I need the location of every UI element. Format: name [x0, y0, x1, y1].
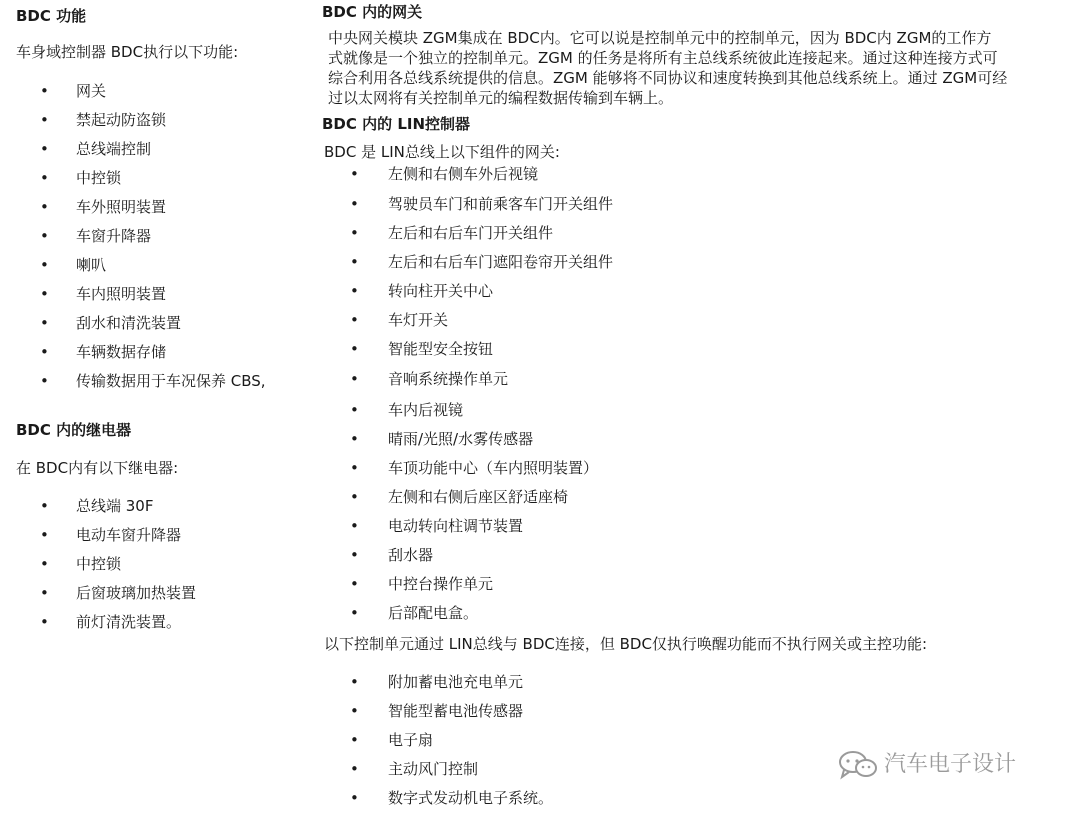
bullet-icon: •	[40, 227, 49, 245]
list-item	[326, 281, 1026, 301]
bullet-icon: •	[40, 584, 49, 602]
section-title-bdc-functions: BDC 功能	[16, 7, 87, 25]
list-item	[326, 252, 1026, 272]
bullet-icon: •	[350, 195, 359, 213]
bullet-icon: •	[350, 282, 359, 300]
bdc-functions-intro: 车身域控制器 BDC执行以下功能:	[16, 43, 239, 61]
list-item-label: 前灯清洗装置。	[76, 613, 182, 631]
list-item-label: 电子扇	[388, 731, 434, 749]
list-item-label: 电动车窗升降器	[76, 526, 182, 544]
list-item	[326, 339, 1026, 359]
list-item-label: 车顶功能中心（车内照明装置）	[388, 459, 599, 477]
list-item	[326, 164, 1026, 184]
list-item-label: 喇叭	[76, 256, 107, 274]
bullet-icon: •	[40, 111, 49, 129]
bullet-icon: •	[350, 702, 359, 720]
bullet-icon: •	[350, 546, 359, 564]
list-item-label: 刮水器	[388, 546, 434, 564]
list-item	[16, 554, 306, 574]
wechat-icon	[838, 750, 878, 780]
list-item-label: 转向柱开关中心	[388, 282, 494, 300]
gateway-paragraph	[328, 28, 1073, 108]
list-item-label: 网关	[76, 82, 107, 100]
bullet-icon: •	[40, 140, 49, 158]
list-item	[16, 139, 306, 159]
list-item	[16, 226, 306, 246]
list-item	[16, 81, 306, 101]
gateway-line: 综合利用各总线系统提供的信息。ZGM 能够将不同协议和速度转换到其他总线系统上。通过 ZGM可经	[328, 69, 1008, 87]
gateway-line: 过以太网将有关控制单元的编程数据传输到车辆上。	[328, 89, 674, 107]
list-item-label: 车内后视镜	[388, 401, 464, 419]
list-item	[326, 788, 1026, 808]
bullet-icon: •	[40, 169, 49, 187]
list-item	[326, 223, 1026, 243]
list-item-label: 中控台操作单元	[388, 575, 494, 593]
list-item-label: 附加蓄电池充电单元	[388, 673, 524, 691]
list-item-label: 车灯开关	[388, 311, 449, 329]
list-item-label: 后窗玻璃加热装置	[76, 584, 197, 602]
list-item-label: 左侧和右侧车外后视镜	[388, 165, 539, 183]
bullet-icon: •	[40, 314, 49, 332]
bullet-icon: •	[350, 165, 359, 183]
bullet-icon: •	[40, 555, 49, 573]
list-item	[16, 342, 306, 362]
list-item	[326, 458, 1026, 478]
list-item-label: 智能型安全按钮	[388, 340, 494, 358]
list-item	[326, 369, 1026, 389]
list-item-label: 驾驶员车门和前乘客车门开关组件	[388, 195, 614, 213]
list-item	[16, 168, 306, 188]
list-item	[326, 603, 1026, 623]
list-item	[16, 110, 306, 130]
bullet-icon: •	[350, 459, 359, 477]
list-item-label: 左侧和右侧后座区舒适座椅	[388, 488, 569, 506]
list-item-label: 音响系统操作单元	[388, 370, 509, 388]
bullet-icon: •	[40, 198, 49, 216]
list-item	[326, 400, 1026, 420]
list-item	[16, 255, 306, 275]
section-title-relays: BDC 内的继电器	[16, 421, 132, 439]
bullet-icon: •	[350, 370, 359, 388]
gateway-line: 中央网关模块 ZGM集成在 BDC内。它可以说是控制单元中的控制单元，因为 BDC内 ZGM的工作方	[328, 29, 992, 47]
bullet-icon: •	[40, 82, 49, 100]
list-item-label: 数字式发动机电子系统。	[388, 789, 554, 807]
list-item	[326, 730, 1026, 750]
list-item-label: 智能型蓄电池传感器	[388, 702, 524, 720]
bullet-icon: •	[350, 401, 359, 419]
list-item-label: 禁起动防盗锁	[76, 111, 167, 129]
list-item-label: 后部配电盒。	[388, 604, 479, 622]
list-item-label: 刮水和清洗装置	[76, 314, 182, 332]
list-item	[326, 194, 1026, 214]
list-item	[326, 429, 1026, 449]
bullet-icon: •	[350, 760, 359, 778]
list-item	[16, 371, 306, 391]
list-item	[326, 310, 1026, 330]
list-item-label: 晴雨/光照/水雾传感器	[388, 430, 534, 448]
bullet-icon: •	[350, 253, 359, 271]
wake-only-intro: 以下控制单元通过 LIN总线与 BDC连接，但 BDC仅执行唤醒功能而不执行网关或主控功能:	[324, 635, 927, 653]
bullet-icon: •	[40, 526, 49, 544]
list-item	[16, 313, 306, 333]
list-item-label: 左后和右后车门开关组件	[388, 224, 554, 242]
list-item	[326, 672, 1026, 692]
bullet-icon: •	[40, 285, 49, 303]
list-item	[16, 496, 306, 516]
bullet-icon: •	[350, 789, 359, 807]
list-item-label: 左后和右后车门遮阳卷帘开关组件	[388, 253, 614, 271]
list-item	[16, 284, 306, 304]
list-item	[326, 701, 1026, 721]
list-item	[326, 545, 1026, 565]
gateway-line: 式就像是一个独立的控制单元。ZGM 的任务是将所有主总线系统彼此连接起来。通过这种连接方式可	[328, 49, 998, 67]
list-item	[326, 487, 1026, 507]
bullet-icon: •	[350, 488, 359, 506]
bullet-icon: •	[350, 430, 359, 448]
bullet-icon: •	[350, 575, 359, 593]
bullet-icon: •	[350, 731, 359, 749]
list-item-label: 车辆数据存储	[76, 343, 167, 361]
list-item	[326, 516, 1026, 536]
list-item	[16, 525, 306, 545]
relays-intro: 在 BDC内有以下继电器:	[16, 459, 179, 477]
section-title-gateway: BDC 内的网关	[322, 3, 423, 21]
watermark	[838, 750, 1016, 780]
lin-intro: BDC 是 LIN总线上以下组件的网关:	[324, 143, 560, 161]
bullet-icon: •	[350, 224, 359, 242]
list-item-label: 中控锁	[76, 169, 122, 187]
bullet-icon: •	[350, 604, 359, 622]
list-item-label: 车外照明装置	[76, 198, 167, 216]
list-item-label: 总线端控制	[76, 140, 152, 158]
list-item-label: 车窗升降器	[76, 227, 152, 245]
list-item-label: 主动风门控制	[388, 760, 479, 778]
section-title-lin: BDC 内的 LIN控制器	[322, 115, 471, 133]
bullet-icon: •	[40, 613, 49, 631]
list-item	[326, 574, 1026, 594]
list-item-label: 中控锁	[76, 555, 122, 573]
bullet-icon: •	[350, 340, 359, 358]
bullet-icon: •	[350, 673, 359, 691]
list-item-label: 车内照明装置	[76, 285, 167, 303]
list-item	[16, 197, 306, 217]
bullet-icon: •	[350, 311, 359, 329]
bullet-icon: •	[40, 256, 49, 274]
bullet-icon: •	[350, 517, 359, 535]
list-item	[16, 583, 306, 603]
list-item	[16, 612, 306, 632]
list-item-label: 总线端 30F	[76, 497, 154, 515]
bullet-icon: •	[40, 372, 49, 390]
list-item-label: 传输数据用于车况保养 CBS,	[76, 372, 266, 390]
bullet-icon: •	[40, 343, 49, 361]
watermark-text: 汽车电子设计	[884, 752, 1017, 777]
bullet-icon: •	[40, 497, 49, 515]
list-item-label: 电动转向柱调节装置	[388, 517, 524, 535]
